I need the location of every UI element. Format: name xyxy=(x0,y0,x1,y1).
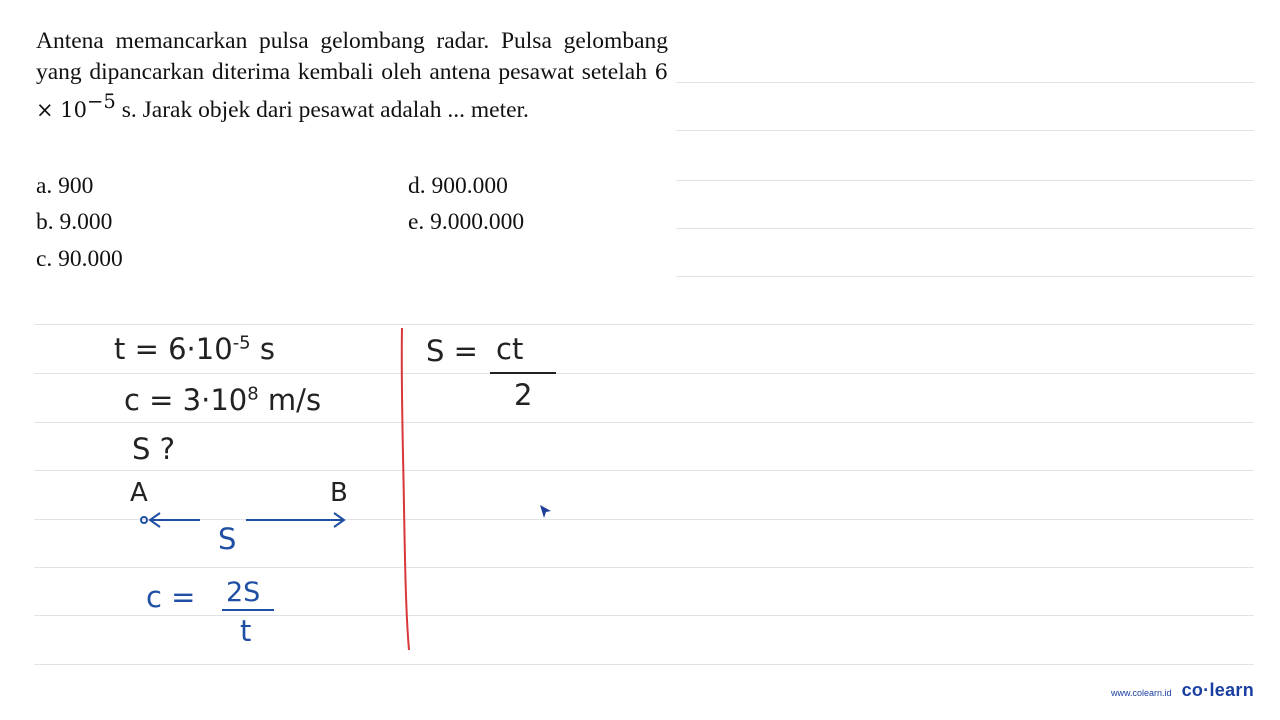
given-speed-unit: m/s xyxy=(267,383,322,417)
arrow-right-icon xyxy=(244,510,350,530)
option-b[interactable]: b. 9.000 xyxy=(36,209,113,235)
footer-branding xyxy=(1111,680,1254,701)
footer-url[interactable]: www.colearn.id xyxy=(1111,688,1172,698)
c-formula-fraction-bar xyxy=(222,609,274,611)
option-a[interactable]: a. 900 xyxy=(36,173,94,199)
s-formula-denominator: 2 xyxy=(514,378,533,412)
arrow-left-icon xyxy=(138,510,202,530)
given-time-unit: s xyxy=(259,332,275,366)
c-formula-numerator: 2S xyxy=(226,577,261,608)
question-time-coefficient: 6 × 10 xyxy=(36,59,668,122)
given-speed-value: c = 3·10 xyxy=(124,383,248,417)
s-formula-fraction-bar xyxy=(490,372,556,374)
question-body-start: Antena memancarkan pulsa gelombang radar. Pulsa gelombang yang dipancarkan diterima kembali oleh antena pesawat setelah xyxy=(36,28,668,85)
s-formula-numerator: ct xyxy=(496,332,524,366)
question-text xyxy=(36,26,668,125)
colearn-logo: co·learn xyxy=(1181,680,1254,700)
given-speed-of-light xyxy=(124,383,321,417)
point-b-label: B xyxy=(330,478,348,508)
option-e[interactable]: e. 9.000.000 xyxy=(408,209,525,235)
point-a-label: A xyxy=(130,478,148,508)
given-time xyxy=(114,332,275,366)
option-d[interactable]: d. 900.000 xyxy=(408,173,508,199)
question-time-exponent: −5 xyxy=(87,90,116,113)
question-body-end: s. Jarak objek dari pesawat adalah ... meter. xyxy=(115,96,529,123)
mouse-cursor-icon xyxy=(539,504,553,520)
notes-divider xyxy=(392,326,416,656)
s-formula-lhs: S = xyxy=(426,334,478,368)
c-formula-denominator: t xyxy=(240,614,252,648)
asked-distance: S ? xyxy=(132,432,176,466)
distance-label: S xyxy=(218,522,237,556)
option-c[interactable]: c. 90.000 xyxy=(36,246,123,272)
given-time-exponent: -5 xyxy=(232,332,251,354)
given-speed-exponent: 8 xyxy=(247,383,259,405)
c-formula-lhs: c = xyxy=(146,580,196,614)
given-time-value: t = 6·10 xyxy=(114,332,233,366)
